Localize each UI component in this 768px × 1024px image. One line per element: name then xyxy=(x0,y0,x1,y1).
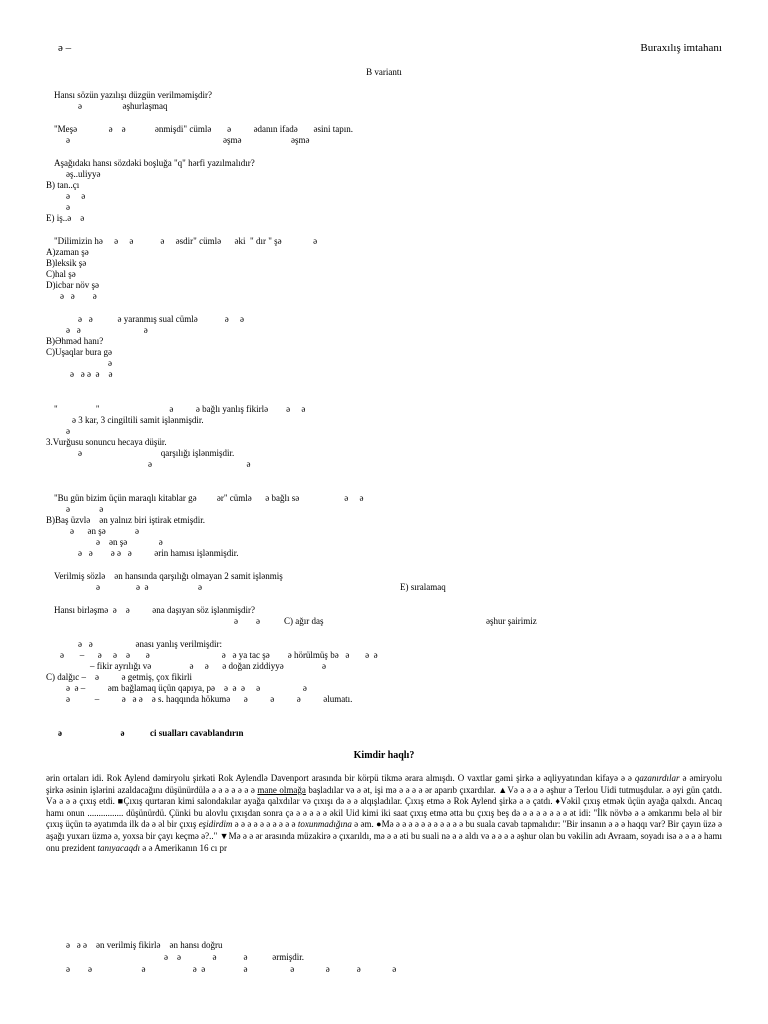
question-line: ə ən şə ə xyxy=(70,526,139,536)
question-line: ə ə xyxy=(58,728,125,738)
question-line: ə ə ə ə ə xyxy=(70,369,113,379)
question-line: ə ə ənası yanlış verilmişdir: xyxy=(78,639,222,649)
question-line: əş..uliyyə xyxy=(66,169,101,179)
question-line: " " ə ə bağlı yanlış fikirlə ə ə xyxy=(54,404,306,414)
question-line: ə ə ə ə xyxy=(96,582,202,592)
paragraph-segment: ə əm. ●Mə ə ə ə ə ə ə ə ə ə ə ə bu suala cavab tapmalıdır: "Bir insanın ə ə ə haqqı var? Bir çayın üzə ə aşağı yuxarı üzmə ə, yoxsa bir çayı keçmə ə?.." ▼Mə ə ə ər arasında müzakirə ə çıxarıldı, mə ə ə əti bu suali nə ə ə aldı və ə ə ə ə əşhur olan bu vəkilin adı Avraam, soyadı isə ə ə ə ə hamı onu prezident xyxy=(46,819,722,853)
question-line: E) iş..ə ə xyxy=(46,213,85,223)
question-line: Hansı birləşmə ə ə əna daşıyan söz işlənmişdir? xyxy=(54,605,255,615)
footer-question-line: ə ə ə ə ərmişdir. xyxy=(164,952,304,962)
question-line: ə xyxy=(66,202,70,212)
question-line: ə əşmə əşmə xyxy=(66,135,310,145)
question-line: "Dilimizin hə ə ə ə əsdir" cümlə əki " dır " şə ə xyxy=(54,236,318,246)
question-line: B)Əhməd hanı? xyxy=(46,336,104,346)
question-line: ə ə xyxy=(66,191,86,201)
question-line: 3.Vurğusu sonuncu hecaya düşür. xyxy=(46,437,167,447)
question-line: Verilmiş sözlə ən hansında qarşılığı olmayan 2 samit işlənmiş xyxy=(54,571,283,581)
question-line: ə – ə ə ə ə s. haqqında hökumə ə ə ə əlumatı. xyxy=(66,694,353,704)
question-line: C)hal şə xyxy=(46,269,76,279)
question-line: ə – ə ə ə ə ə ə ya tac şə ə hörülmüş bə ə ə ə xyxy=(60,650,378,660)
question-line: ə əşhurlaşmaq xyxy=(78,101,168,111)
question-line: ə qarşılığı işlənmişdir. xyxy=(78,448,235,458)
question-line: ə xyxy=(66,426,70,436)
question-line: ə ə ə xyxy=(60,291,97,301)
paragraph-segment: ə ə ə ə ə ə ə ə ə ə xyxy=(232,819,298,830)
paragraph-segment: mane olmağa xyxy=(257,784,306,795)
question-line: Hansı sözün yazılışı düzgün verilməmişdir? xyxy=(54,90,212,100)
question-line: – fikir ayrılığı və ə ə ə doğan ziddiyyə ə xyxy=(90,661,326,671)
question-line: C) dalğıc – ə ə getmiş, çox fikirli xyxy=(46,672,192,682)
paragraph-segment: qazanırdılar xyxy=(634,773,680,783)
question-line: B) tan..çı xyxy=(46,180,80,190)
question-line: C)Uşaqlar bura gə xyxy=(46,347,112,357)
question-line: C) ağır daş xyxy=(284,616,324,626)
question-line: ə xyxy=(108,358,112,368)
paragraph-segment: ərin ortaları idi. Rok Aylend dəmiryolu şirkəti Rok Aylendlə Davenport arasında bir körpü tikmə ərara almışdı. O vaxtlar gəmi şirkə ə xyxy=(46,773,544,783)
question-line: ə ə xyxy=(234,616,260,626)
question-line: D)icbar növ şə xyxy=(46,280,99,290)
question-line: əşhur şairimiz xyxy=(486,616,537,626)
question-line: "Bu gün bizim üçün maraqlı kitablar gə ər" cümlə ə bağlı sə ə ə xyxy=(54,493,364,503)
question-line: E) sıralamaq xyxy=(400,582,446,592)
question-line: ə 3 kar, 3 cingiltili samit işlənmişdir. xyxy=(72,415,204,425)
paragraph-segment: eşidirdim xyxy=(198,819,233,830)
question-line: B)Baş üzvlə ən yalnız biri iştirak etmişdir. xyxy=(46,515,205,525)
question-line: B)leksik şə xyxy=(46,258,87,268)
paragraph-segment: ə ə Amerikanın 16 cı pr xyxy=(139,842,227,853)
question-line: Aşağıdakı hansı sözdəki boşluğa "q" hərfi yazılmalıdır? xyxy=(54,158,255,168)
header-right: Buraxılış imtahanı xyxy=(640,42,722,54)
question-line: ə ə xyxy=(66,504,104,514)
question-line: "Meşə ə ə ənmişdi" cümlə ə ədanın ifadə əsini tapın. xyxy=(54,124,354,134)
question-line: ə ən şə ə xyxy=(96,537,163,547)
question-line: A)zaman şə xyxy=(46,247,89,257)
footer-question-line: ə ə ə ə ə ə ə ə ə ə xyxy=(66,964,397,974)
header-left: ə – xyxy=(58,42,72,54)
paragraph-segment: toxunmadığına xyxy=(297,819,352,830)
question-line: ə ə xyxy=(148,459,251,469)
question-line: ci sualları cavablandırın xyxy=(150,728,244,738)
question-line: ə ə ə yaranmış sual cümlə ə ə xyxy=(78,314,244,324)
question-line: ə ə ə xyxy=(66,325,148,335)
question-line: ə ə ə ə ə ərin hamısı işlənmişdir. xyxy=(78,548,239,558)
variant-title: B variantı xyxy=(366,67,402,77)
story-paragraph xyxy=(46,773,722,854)
paragraph-segment: ə əmiryolu şirkə əsinin işlərini azaldacağını düşünürdülə ə ə ə ə ə ə ə xyxy=(46,773,722,795)
footer-question-line: ə ə ə ən verilmiş fikirlə ən hansı doğru xyxy=(66,940,223,950)
story-title: Kimdir haqlı? xyxy=(353,750,415,761)
paragraph-segment: tanıyacaqdı xyxy=(97,842,140,853)
question-line: ə ə – əm bağlamaq üçün qapıya, pə ə ə ə ə ə xyxy=(66,683,307,693)
paragraph-segment: əqliyyatından kifayə ə ə xyxy=(543,773,635,783)
paragraph-segment: başladılar və ə ət, işi mə ə ə ə ə ər aparıb çıxardılar. ▲Və ə ə ə ə əşhur ə Terlou Uidi tutmuşdular. ə əyi gün çatdı. Və ə ə ə çıxış etdi. ■Çıxış qurtaran kimi salondakılar ayağa qalxdılar və çıxışı də ə ə alqışladılar. Çıxış etmə ə Rok Aylend şirkə ə ə çatdı. ♦Vəkil çıxış etmək üçün ayağa qalxdı. Ancaq hamı onun ................ düşünürdü. Çünki bu alovlu çıxışdan sonra çə ə ə ə ə ə əkil Uid kimi iki saat çıxış etmə ətta bu çıxış beş də ə ə ə ə ə ə ə ət idi: "İlk növbə ə ə əmkarımı belə əl bir çıxış üçün tə əyatımda ilk də ə əl bir çıxış xyxy=(46,784,722,830)
